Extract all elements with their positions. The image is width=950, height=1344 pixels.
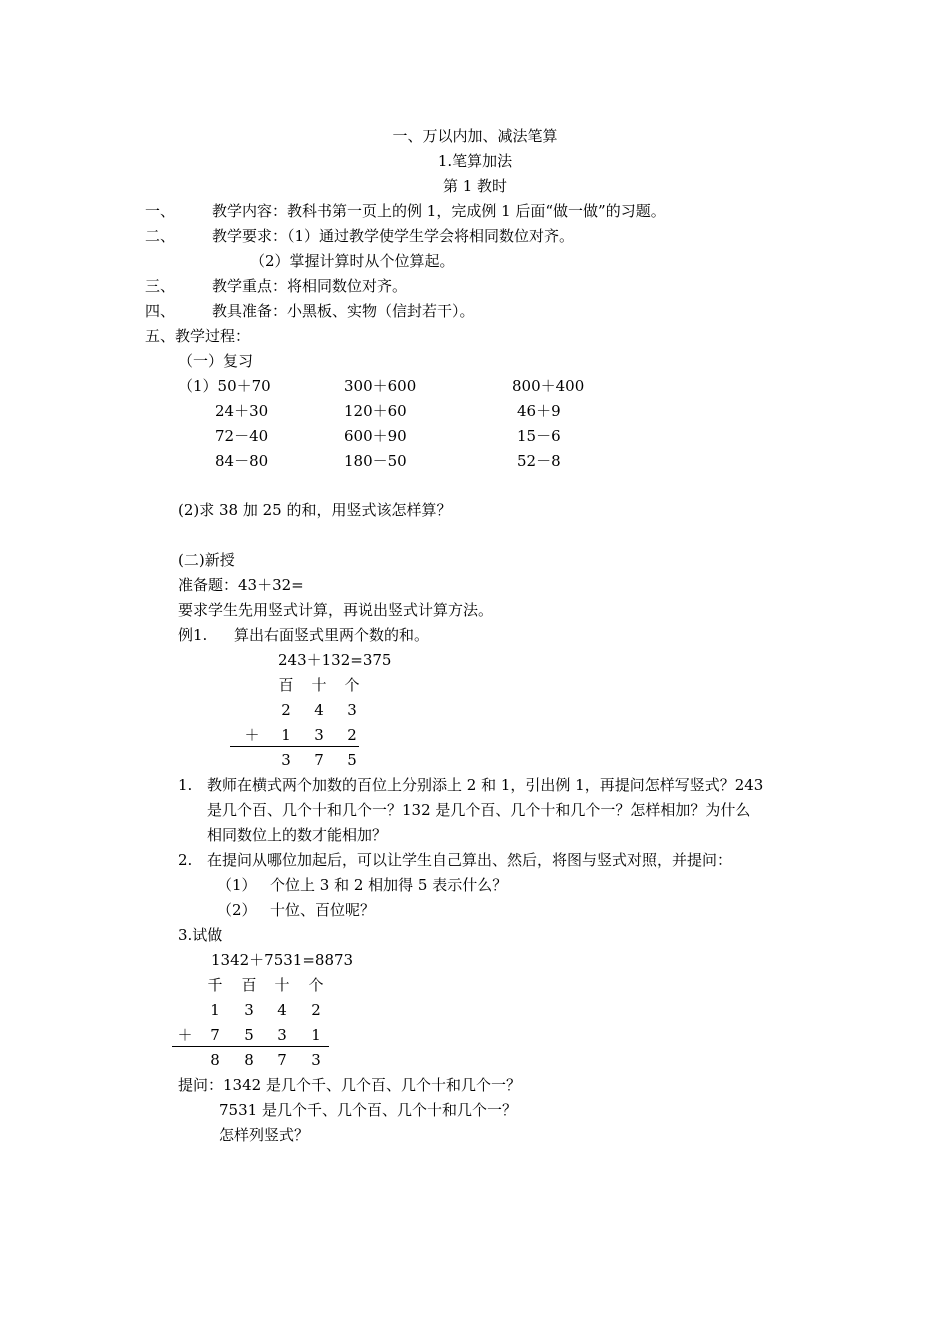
place-label: 百 (278, 676, 294, 694)
step-line: 在提问从哪位加起后，可以让学生自己算出、然后，将图与竖式对照，并提问： (207, 851, 733, 869)
page-title: 一、万以内加、减法笔算 (392, 127, 558, 145)
sum-divider (172, 1046, 329, 1047)
review-cell: 120＋60 (344, 402, 407, 420)
digit: 3 (244, 1001, 254, 1019)
digit: 8 (244, 1051, 254, 1069)
period-label: 第 1 教时 (442, 177, 508, 195)
review-cell: （1）50＋70 (178, 377, 271, 395)
outline-text-3: （2）掌握计算时从个位算起。 (250, 252, 455, 270)
review-cell: 15－6 (517, 427, 561, 445)
outline-num-5: 四、 (145, 302, 176, 320)
place-label: 十 (274, 976, 290, 994)
review-heading: （一）复习 (178, 352, 254, 370)
sub-question-text: 十位、百位呢？ (270, 901, 376, 919)
lesson-subtitle: 1.笔算加法 (437, 152, 513, 170)
review-cell: 52－8 (517, 452, 561, 470)
question-line: 7531 是几个千、几个百、几个十和几个一？ (219, 1101, 517, 1119)
digit: 3 (277, 1026, 287, 1044)
prep-problem: 准备题：43＋32= (178, 576, 304, 594)
question-line: 怎样列竖式？ (219, 1126, 310, 1144)
review-cell: 46＋9 (517, 402, 561, 420)
trial-heading: 3.试做 (178, 926, 223, 944)
sub-question-number: （1） (217, 876, 257, 894)
place-label: 千 (207, 976, 223, 994)
digit: 3 (281, 751, 291, 769)
step-number: 1. (178, 776, 193, 794)
digit: 7 (314, 751, 324, 769)
digit: 4 (314, 701, 324, 719)
digit: 3 (311, 1051, 321, 1069)
requirement-text: 要求学生先用竖式计算，再说出竖式计算方法。 (178, 601, 494, 619)
example-equation: 243＋132=375 (278, 651, 392, 669)
plus-sign: ＋ (244, 726, 260, 744)
sub-question-text: 个位上 3 和 2 相加得 5 表示什么？ (270, 876, 508, 894)
place-label: 十 (311, 676, 327, 694)
review-question-2: (2)求 38 加 25 的和，用竖式该怎样算？ (178, 501, 452, 519)
digit: 5 (244, 1026, 254, 1044)
outline-num-2: 二、 (145, 227, 176, 245)
outline-text-2: 教学要求：（1）通过教学使学生学会将相同数位对齐。 (212, 227, 575, 245)
step-line: 教师在横式两个加数的百位上分别添上 2 和 1，引出例 1，再提问怎样写竖式？243 (207, 776, 764, 794)
digit: 3 (347, 701, 357, 719)
digit: 4 (277, 1001, 287, 1019)
outline-text-4: 教学重点：将相同数位对齐。 (212, 277, 408, 295)
digit: 7 (210, 1026, 220, 1044)
new-lesson-heading: (二)新授 (178, 551, 235, 569)
outline-text-1: 教学内容：教科书第一页上的例 1，完成例 1 后面“做一做”的习题。 (212, 202, 666, 220)
question-line: 提问：1342 是几个千、几个百、几个十和几个一？ (178, 1076, 521, 1094)
step-number: 2. (178, 851, 193, 869)
digit: 7 (277, 1051, 287, 1069)
digit: 5 (347, 751, 357, 769)
outline-num-4: 三、 (145, 277, 176, 295)
outline-text-5: 教具准备：小黑板、实物（信封若干）。 (212, 302, 475, 320)
review-cell: 800＋400 (512, 377, 585, 395)
digit: 1 (210, 1001, 220, 1019)
example-text: 算出右面竖式里两个数的和。 (234, 626, 430, 644)
review-cell: 180－50 (344, 452, 407, 470)
step-line: 是几个百、几个十和几个一？132 是几个百、几个十和几个一？怎样相加？为什么 (207, 801, 751, 819)
sub-question-number: （2） (217, 901, 257, 919)
digit: 1 (281, 726, 291, 744)
review-cell: 24＋30 (215, 402, 269, 420)
process-heading: 五、教学过程： (145, 327, 251, 345)
digit: 8 (210, 1051, 220, 1069)
outline-num-1: 一、 (145, 202, 176, 220)
trial-equation: 1342＋7531=8873 (211, 951, 354, 969)
plus-sign: ＋ (177, 1026, 193, 1044)
step-line: 相同数位上的数才能相加？ (207, 826, 388, 844)
review-cell: 72－40 (215, 427, 269, 445)
sum-divider (230, 746, 359, 747)
place-label: 个 (308, 976, 324, 994)
place-label: 百 (241, 976, 257, 994)
place-label: 个 (344, 676, 360, 694)
digit: 3 (314, 726, 324, 744)
review-cell: 600＋90 (344, 427, 407, 445)
example-label: 例1. (178, 626, 208, 644)
review-cell: 84－80 (215, 452, 269, 470)
review-cell: 300＋600 (344, 377, 417, 395)
digit: 2 (281, 701, 291, 719)
digit: 2 (311, 1001, 321, 1019)
digit: 1 (311, 1026, 321, 1044)
digit: 2 (347, 726, 357, 744)
